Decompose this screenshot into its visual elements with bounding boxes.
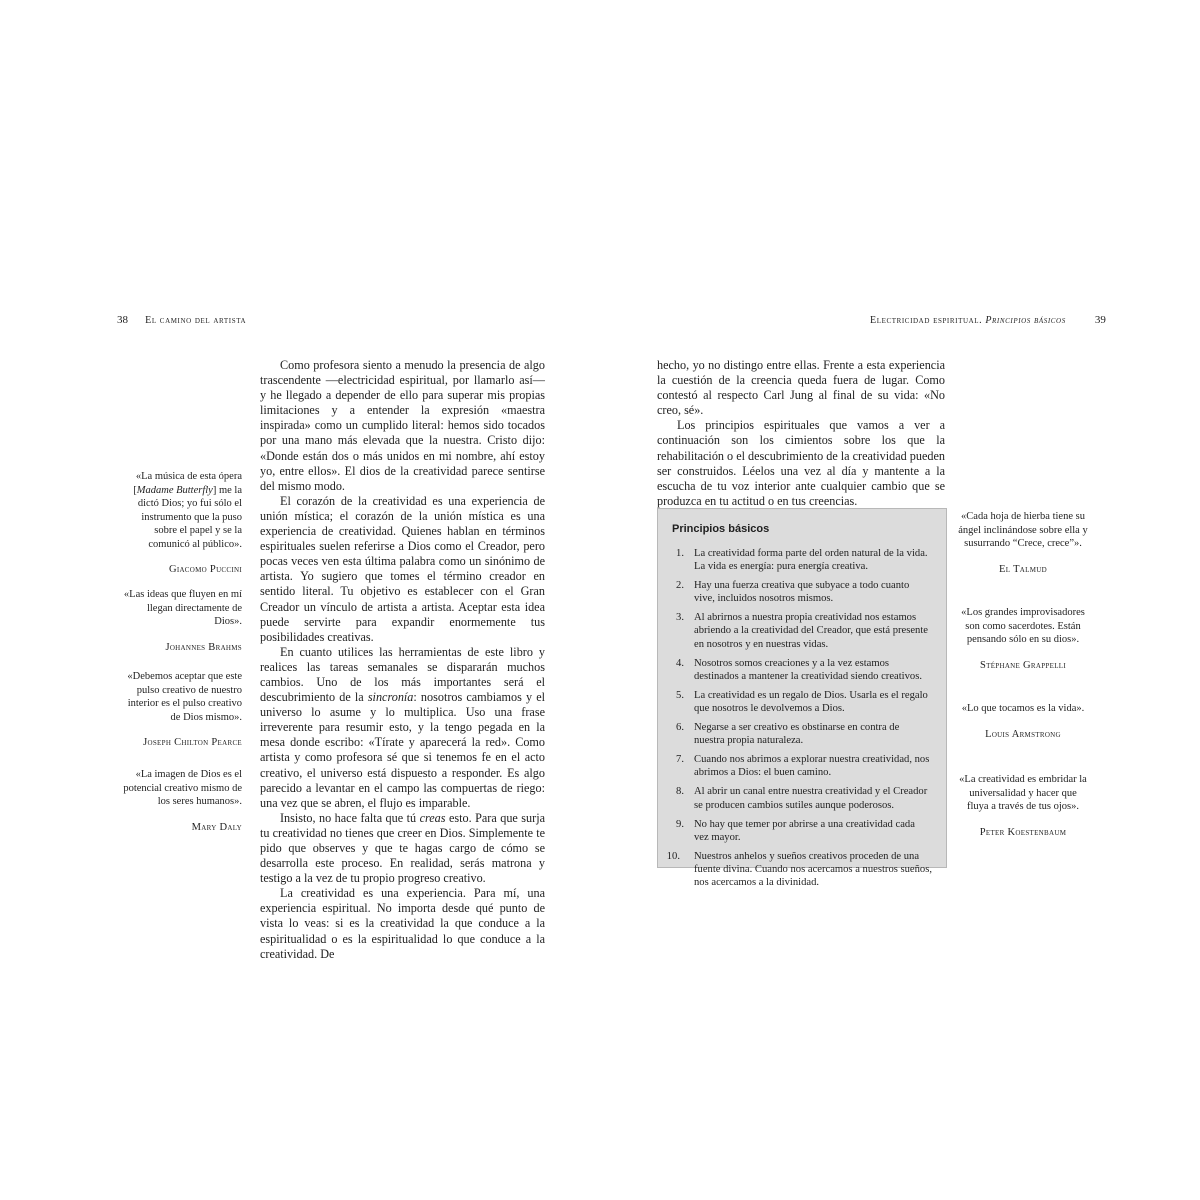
principle-item: 7. Cuando nos abrimos a explorar nuestra creatividad, nos abrimos a Dios: el buen camino. [676,754,930,779]
paragraph: hecho, yo no distingo entre ellas. Frente a esta experiencia la cuestión de la creencia queda fuera de lugar. Como contestó al respecto Carl Jung al final de su vida: «No creo, sé». [657,358,945,418]
quote-text: «Debemos aceptar que este pulso creativo de nuestro interior es el pulso creativo de Dios mismo». [127,671,242,723]
principle-item: 2. Hay una fuerza creativa que subyace a todo cuanto vive, incluidos nosotros mismos. [676,580,910,605]
quote-author: Giacomo Puccini [168,564,242,575]
principle-item: 4. Nosotros somos creaciones y a la vez estamos destinados a mantener la creatividad siendo creativos. [676,657,922,682]
quote-author: Mary Daly [191,821,242,833]
page-number-left: 38 [117,314,128,326]
paragraph: Insisto, no hace falta que tú creas esto. Para que surja tu creatividad no tienes que creer en Dios. Simplemente te pido que observes y que te hagas cargo de cómo se desarrolla este proceso. En realidad, serás matrona y testigo a la vez de tu propio progreso creativo. [260,810,545,886]
quote-text: «Cada hoja de hierba tiene su ángel inclinándose sobre ella y susurrando “Crece, crece”». [958,511,1088,549]
paragraph: El corazón de la creatividad es una experiencia de unión mística; el corazón de la unión mística es una experiencia de creatividad. Quienes hablan en términos espirituales suelen referirse a Dios como el Creador, pero pocas veces ven esta última palabra como un sinónimo de artista. Yo sugiero que tomes el término creador en sentido literal. Tu objetivo es establecer con el Gran Creador un vínculo de artista a artista. Aceptar esta idea puede servirte para expandir enormemente tus posibilidades creativas. [260,493,545,644]
margin-quote [118,768,242,834]
principle-item: 6. Negarse a ser creativo es obstinarse en contra de nuestra propia naturaleza. [676,722,900,747]
quote-author: Peter Koestenbaum [979,826,1067,838]
left-page-body [260,358,545,962]
quote-author: Johannes Brahms [165,641,242,653]
margin-quote [958,606,1088,672]
quote-author: El Talmud [999,563,1047,575]
right-page-body [657,358,945,509]
margin-quote [958,510,1088,576]
quote-author: Stéphane Grappelli [979,659,1066,671]
principle-item: 9. No hay que temer por abrirse a una creatividad cada vez mayor. [676,818,915,843]
principles-box-title: Principios básicos [672,523,770,535]
principle-item: 1. La creatividad forma parte del orden natural de la vida. La vida es energía: pura energía creativa. [676,548,928,573]
principle-item: 5. La creatividad es un regalo de Dios. Usarla es el regalo que nosotros le devolvemos a Dios. [676,689,928,714]
margin-quote [118,470,242,577]
margin-quote [958,773,1088,839]
principle-item: 3. Al abrirnos a nuestra propia creatividad nos estamos abriendo a la creatividad del Creador, que está presente en nosotros y en nuestras vidas. [676,612,928,650]
quote-text: «Los grandes improvisadores son como sacerdotes. Están pensando sólo en su dios». [961,607,1085,645]
principles-list [666,547,933,889]
quote-text: «La creatividad es embridar la universalidad y hacer que fluya a través de tus ojos». [959,774,1087,812]
quote-author: Louis Armstrong [985,728,1061,740]
margin-quote [118,670,242,750]
paragraph: La creatividad es una experiencia. Para mí, una experiencia espiritual. No importa desde qué punto de vista lo veas: si es la creatividad la que conduce a la espiritualidad o es la espiritualidad lo que conduce a la creatividad. De [260,886,545,961]
paragraph: Como profesora siento a menudo la presencia de algo trascendente —electricidad espiritual, por llamarlo así— y he llegado a depender de ello para superar mis propias limitaciones y a entender la expresión «maestra inspirada» como un cumplido literal: hemos sido tocados por una mano más elevada que la nuestra. Cristo dijo: «Donde están dos o más unidos en mi nombre, ahí estoy yo, entre ellos». El dios de la creatividad parece sentirse del mismo modo. [260,358,545,493]
paragraph: Los principios espirituales que vamos a ver a continuación son los cimientos sobre los que la rehabilitación o el descubrimiento de la creatividad pueden ser construidos. Léelos una vez al día y mantente a la escucha de tu voz interior ante cualquier cambio que se produzca en tu actitud o en tus creencias. [657,418,945,508]
page-number-right: 39 [1094,314,1106,326]
running-header-left [117,314,246,326]
principle-item: 10. Nuestros anhelos y sueños creativos proceden de una fuente divina. Cuando nos acercamos a nuestros sueños, nos acercamos a la divinidad. [666,850,933,888]
quote-text: «La imagen de Dios es el potencial creativo mismo de los seres humanos». [123,769,242,807]
quote-author: Joseph Chilton Pearce [143,737,242,748]
book-title: El camino del artista [145,315,247,326]
paragraph: En cuanto utilices las herramientas de este libro y realices las tareas semanales se dispararán muchos cambios. Uno de los más importantes será el descubrimiento de la sincronía: nosotros cambiamos y el universo lo asume y lo multiplica. Uso una frase irreverente para resumir esto, y la tengo pegada en la mesa donde escribo: «Tírate y aparecerá la red». Como artista y como profesora sé que si tenemos fe en el acto creativo, el universo está dispuesto a responder. Es algo parecido a levantar en el campo las compuertas de riego: una vez que se abren, el flujo es imparable. [260,644,545,810]
quote-text: «La música de esta ópera [Madame Butterfly] me la dictó Dios; yo fui sólo el instrumento que la puso sobre el papel y se la comunicó al público». [133,471,242,550]
quote-text: «Lo que tocamos es la vida». [961,703,1085,714]
principle-item: 8. Al abrir un canal entre nuestra creatividad y el Creador se producen cambios sutiles aunque poderosos. [676,786,928,811]
margin-quote [118,588,242,654]
running-header-right [870,314,1106,326]
principles-box [657,508,947,888]
subsection-title: Principios básicos [985,315,1066,326]
section-title: Electricidad espiritual. [870,315,983,326]
margin-quote [958,702,1088,741]
quote-text: «Las ideas que fluyen en mí llegan directamente de Dios». [123,589,242,627]
